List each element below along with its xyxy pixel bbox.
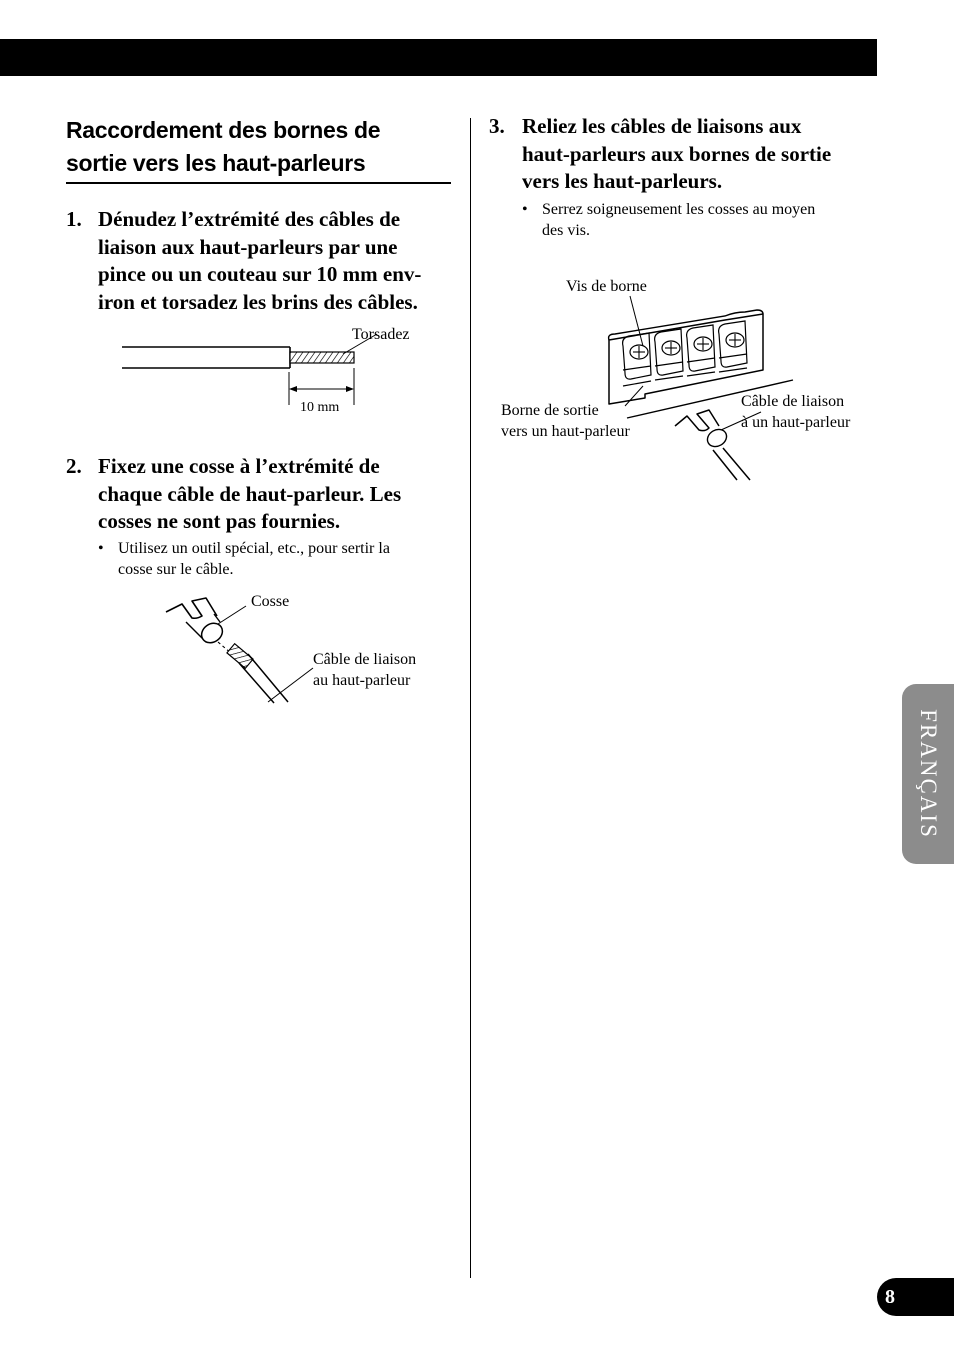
bullet-text-line: des vis.: [542, 222, 590, 239]
section-title-line: Raccordement des bornes de: [66, 117, 381, 143]
step-2: [66, 453, 466, 537]
step-text-line: haut-parleurs aux bornes de sortie: [522, 141, 832, 166]
section-title-line: sortie vers les haut-parleurs: [66, 150, 366, 176]
speaker-cable-label-line: à un haut-parleur: [741, 414, 851, 431]
speaker-cable-label-line: Câble de liaison: [741, 393, 845, 410]
screw-label: Vis de borne: [566, 278, 647, 295]
torsadez-label: Torsadez: [352, 326, 410, 343]
terminal-label: [501, 400, 630, 442]
bullet-text-line: cosse sur le câble.: [118, 561, 234, 578]
page-number: 8: [885, 1286, 895, 1308]
terminal-label-line: Borne de sortie: [501, 402, 599, 419]
bullet-text-line: Utilisez un outil spécial, etc., pour sertir la: [118, 540, 390, 557]
step-text-line: vers les haut-parleurs.: [522, 169, 723, 193]
step-text-line: pince ou un couteau sur 10 mm env-: [98, 262, 422, 286]
terminal-label-line: vers un haut-parleur: [501, 423, 630, 440]
step-text-line: cosses ne sont pas fournies.: [98, 509, 341, 533]
cosse-label: Cosse: [251, 593, 290, 610]
speaker-cable-label: [741, 391, 850, 433]
step-text-line: liaison aux haut-parleurs par une: [98, 234, 398, 259]
step-text-line: Dénudez l’extrémité des câbles de: [98, 207, 401, 231]
cable-label: [313, 649, 416, 691]
step-number: 3.: [489, 114, 505, 138]
language-tab: [902, 684, 954, 864]
section-title: [66, 114, 451, 184]
step-1: [66, 206, 466, 318]
step-2-bullet: • Utilisez un outil spécial, etc., pour sertir la cosse sur le câble.: [98, 540, 390, 578]
cable-label-line: au haut-parleur: [313, 672, 411, 689]
cable-label-line: Câble de liaison: [313, 651, 417, 668]
length-label: 10 mm: [300, 400, 340, 415]
language-tab-label: FRANÇAIS: [916, 709, 941, 839]
step-text-line: Fixez une cosse à l’extrémité de: [98, 454, 380, 478]
header-bar: [0, 39, 877, 76]
step-3: [489, 113, 889, 197]
step-text-line: Reliez les câbles de liaisons aux: [522, 114, 802, 138]
page-number-badge: [877, 1278, 954, 1316]
step-number: 2.: [66, 454, 82, 478]
step-text-line: iron et torsadez les brins des câbles.: [98, 289, 418, 314]
step-3-bullet: • Serrez soigneusement les cosses au moyen des vis.: [522, 201, 816, 239]
step-number: 1.: [66, 207, 82, 231]
bullet-text-line: Serrez soigneusement les cosses au moyen: [542, 201, 816, 218]
step-text-line: chaque câble de haut-parleur. Les: [98, 481, 402, 506]
column-divider: [470, 118, 471, 1278]
